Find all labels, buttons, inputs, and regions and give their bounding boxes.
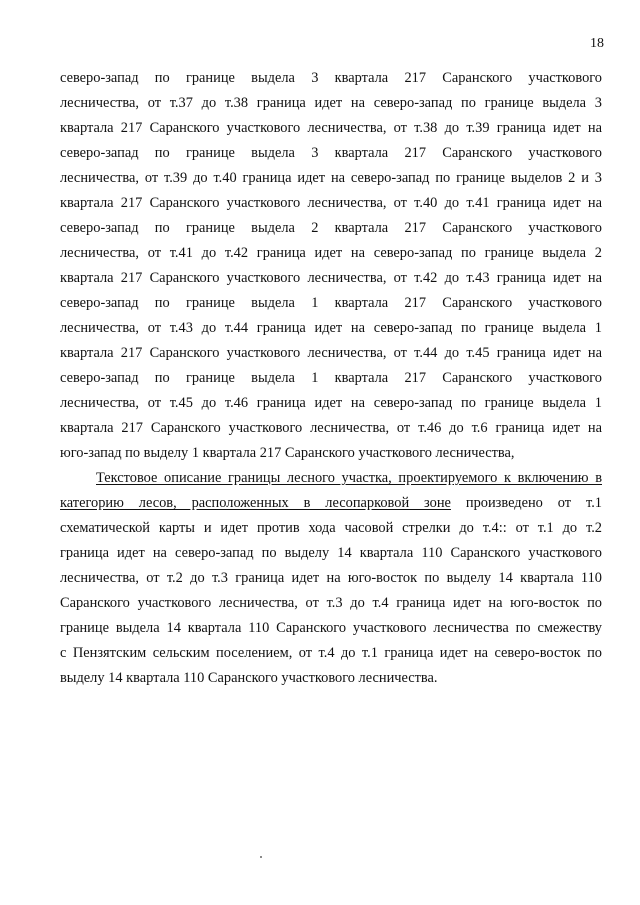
paragraph1-line: лесничества, от т.43 до т.44 граница идет на северо-запад по границе выдела 1 <box>60 320 602 336</box>
paragraph1-line: лесничества, от т.39 до т.40 граница идет на северо-запад по границе выделов 2 и 3 <box>60 170 602 186</box>
paragraph2-underlined-text: Текстовое описание границы лесного участка, проектируемого к включению в <box>96 470 602 486</box>
paragraph2-line: граница идет на северо-запад по выделу 14 квартала 110 Саранского участкового <box>60 545 602 561</box>
paragraph1-line: юго-запад по выделу 1 квартала 217 Саранского участкового лесничества, <box>60 445 515 461</box>
paragraph2-heading-line <box>60 494 602 512</box>
paragraph2-line: границе выдела 14 квартала 110 Саранского участкового лесничества по смежеству <box>60 620 602 636</box>
page-number: 18 <box>590 36 604 51</box>
paragraph2-line: с Пензятским сельским поселением, от т.4 до т.1 граница идет на северо-восток по <box>60 645 602 661</box>
paragraph1-line: квартала 217 Саранского участкового лесничества, от т.46 до т.6 граница идет на <box>60 420 602 436</box>
paragraph2-line: схематической карты и идет против хода часовой стрелки до т.4:: от т.1 до т.2 <box>60 520 602 536</box>
paragraph1-line: квартала 217 Саранского участкового лесничества, от т.40 до т.41 граница идет на <box>60 195 602 211</box>
paragraph2-line: лесничества, от т.2 до т.3 граница идет на юго-восток по выделу 14 квартала 110 <box>60 570 602 586</box>
paragraph1-line: северо-запад по границе выдела 3 квартала 217 Саранского участкового <box>60 145 602 161</box>
scan-speck <box>260 856 262 858</box>
paragraph1-line: квартала 217 Саранского участкового лесничества, от т.42 до т.43 граница идет на <box>60 270 602 286</box>
paragraph1-line: северо-запад по границе выдела 2 квартала 217 Саранского участкового <box>60 220 602 236</box>
paragraph2-underlined-text: категорию лесов, расположенных в лесопарковой зоне <box>60 495 451 511</box>
paragraph2-line: Саранского участкового лесничества, от т.3 до т.4 граница идет на юго-восток по <box>60 595 602 611</box>
paragraph2-text: произведено от т.1 <box>465 495 602 511</box>
paragraph1-line: северо-запад по границе выдела 3 квартала 217 Саранского участкового <box>60 70 602 86</box>
paragraph1-line: лесничества, от т.41 до т.42 граница идет на северо-запад по границе выдела 2 <box>60 245 602 261</box>
paragraph1-line: квартала 217 Саранского участкового лесничества, от т.38 до т.39 граница идет на <box>60 120 602 136</box>
paragraph1-line: лесничества, от т.45 до т.46 граница идет на северо-запад по границе выдела 1 <box>60 395 602 411</box>
paragraph1-line: северо-запад по границе выдела 1 квартала 217 Саранского участкового <box>60 370 602 386</box>
paragraph1-line: квартала 217 Саранского участкового лесничества, от т.44 до т.45 граница идет на <box>60 345 602 361</box>
paragraph2-heading-line <box>96 469 602 487</box>
paragraph1-line: северо-запад по границе выдела 1 квартала 217 Саранского участкового <box>60 295 602 311</box>
paragraph1-line: лесничества, от т.37 до т.38 граница идет на северо-запад по границе выдела 3 <box>60 95 602 111</box>
paragraph2-line: выделу 14 квартала 110 Саранского участкового лесничества. <box>60 670 438 686</box>
